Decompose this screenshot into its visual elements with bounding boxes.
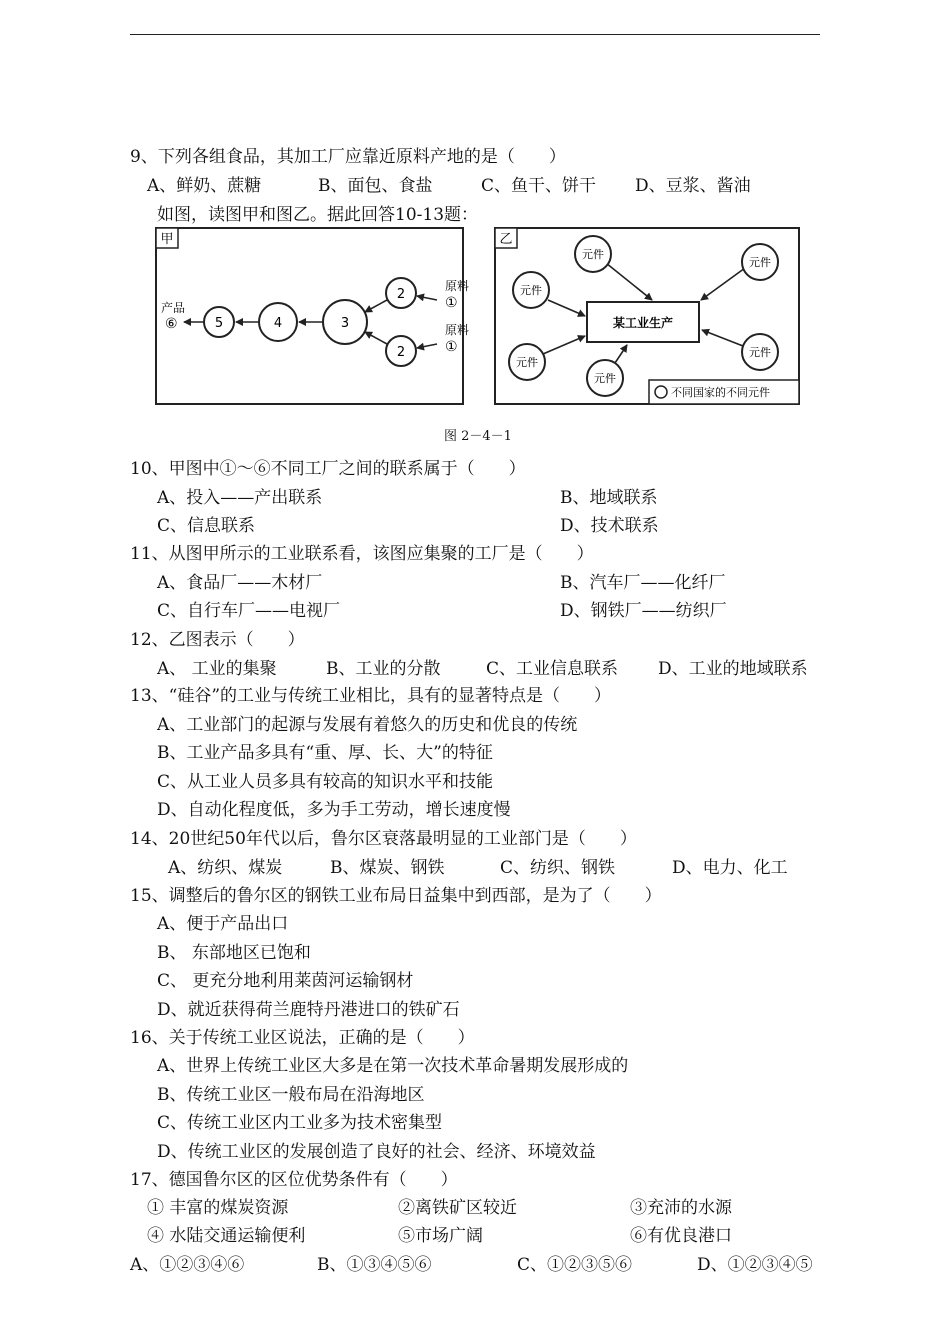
component-left-label: 元件 — [520, 284, 542, 297]
q15-stem: 15、调整后的鲁尔区的钢铁工业布局日益集中到西部，是为了（ ） — [130, 886, 662, 906]
q12-stem: 12、乙图表示（ ） — [130, 630, 305, 650]
q10-option-b: B、地域联系 — [560, 488, 658, 508]
q17-condition-5: ⑤市场广阔 — [398, 1226, 483, 1246]
q10-stem: 10、甲图中①～⑥不同工厂之间的联系属于（ ） — [130, 459, 526, 479]
q15-option-a: A、便于产品出口 — [157, 914, 289, 934]
q11-option-b: B、汽车厂——化纤厂 — [560, 573, 726, 593]
q13-option-c: C、从工业人员多具有较高的知识水平和技能 — [157, 772, 494, 792]
product-label: 产品 — [161, 301, 186, 315]
node-2-bottom-label: 2 — [396, 345, 406, 360]
q9-stem: 9、下列各组食品，其加工厂应靠近原料产地的是（ ） — [130, 147, 566, 167]
component-left-bottom-label: 元件 — [516, 356, 538, 369]
q9-option-b: B、面包、食盐 — [318, 176, 433, 196]
q17-condition-4: ④ 水陆交通运输便利 — [147, 1226, 306, 1246]
q17-condition-3: ③充沛的水源 — [630, 1198, 732, 1218]
arrow-component-top — [606, 263, 652, 300]
q17-option-b: B、①③④⑤⑥ — [317, 1255, 432, 1275]
center-box-label: 某工业生产 — [612, 316, 674, 330]
q17-condition-1: ① 丰富的煤炭资源 — [147, 1198, 289, 1218]
arrow-2-top-to-3 — [365, 300, 387, 312]
q9-option-c: C、鱼干、饼干 — [481, 176, 597, 196]
q12-option-d: D、工业的地域联系 — [658, 659, 808, 679]
raw-material-node-bottom: ① — [445, 339, 458, 355]
q16-option-d: D、传统工业区的发展创造了良好的社会、经济、环境效益 — [157, 1142, 596, 1162]
node-5-label: 5 — [214, 316, 224, 331]
q11-option-a: A、食品厂——木材厂 — [157, 573, 323, 593]
q17-condition-2: ②离铁矿区较近 — [398, 1198, 517, 1218]
raw-material-label-bottom: 原料 — [445, 323, 470, 337]
arrow-raw-to-2-top — [417, 296, 437, 300]
q9-option-a: A、鲜奶、蔗糖 — [147, 176, 262, 196]
header-rule — [130, 34, 820, 35]
figure-intro: 如图，读图甲和图乙。据此回答10-13题： — [157, 205, 479, 225]
q12-option-c: C、工业信息联系 — [486, 659, 619, 679]
q17-condition-6: ⑥有优良港口 — [630, 1226, 732, 1246]
q17-stem: 17、德国鲁尔区的区位优势条件有（ ） — [130, 1170, 458, 1190]
q14-option-a: A、纺织、煤炭 — [168, 858, 283, 878]
raw-material-label-top: 原料 — [445, 279, 470, 293]
q17-option-d: D、①②③④⑤ — [697, 1255, 813, 1275]
node-2-top-label: 2 — [396, 287, 406, 302]
product-node: ⑥ — [165, 316, 178, 332]
q13-option-b: B、工业产品多具有“重、厚、长、大”的特征 — [157, 743, 493, 763]
q15-option-d: D、就近获得荷兰鹿特丹港进口的铁矿石 — [157, 1000, 460, 1020]
q17-option-a: A、①②③④⑥ — [130, 1255, 245, 1275]
arrow-component-left — [548, 300, 585, 316]
q12-option-b: B、工业的分散 — [326, 659, 441, 679]
arrow-raw-to-2-bottom — [417, 344, 437, 348]
component-bottom-label: 元件 — [594, 372, 616, 385]
node-3-label: 3 — [340, 316, 350, 331]
arrow-component-right-bottom — [702, 330, 743, 346]
component-top-label: 元件 — [582, 248, 604, 261]
q16-option-c: C、传统工业区内工业多为技术密集型 — [157, 1113, 443, 1133]
q11-option-c: C、自行车厂——电视厂 — [157, 601, 341, 621]
q14-option-b: B、煤炭、钢铁 — [330, 858, 445, 878]
q10-option-d: D、技术联系 — [560, 516, 659, 536]
panel-a-frame — [156, 228, 463, 404]
arrow-component-right-top — [701, 268, 745, 300]
q12-option-a: A、 工业的集聚 — [157, 659, 277, 679]
q14-option-d: D、电力、化工 — [672, 858, 788, 878]
q10-option-c: C、信息联系 — [157, 516, 256, 536]
q16-option-b: B、传统工业区一般布局在沿海地区 — [157, 1085, 425, 1105]
panel-b-label: 乙 — [499, 232, 513, 247]
q15-option-c: C、 更充分地利用莱茵河运输钢材 — [157, 971, 414, 991]
q17-option-c: C、①②③⑤⑥ — [517, 1255, 633, 1275]
component-right-bottom-label: 元件 — [749, 346, 771, 359]
raw-material-node-top: ① — [445, 295, 458, 311]
q16-stem: 16、关于传统工业区说法，正确的是（ ） — [130, 1028, 475, 1048]
panel-a-label: 甲 — [160, 232, 174, 247]
q15-option-b: B、 东部地区已饱和 — [157, 943, 311, 963]
q11-option-d: D、钢铁厂——纺织厂 — [560, 601, 727, 621]
figure-caption: 图 2－4－1 — [444, 429, 512, 444]
q10-option-a: A、投入——产出联系 — [157, 488, 323, 508]
node-4-label: 4 — [273, 316, 283, 331]
q13-option-a: A、工业部门的起源与发展有着悠久的历史和优良的传统 — [157, 715, 578, 735]
q13-option-d: D、自动化程度低，多为手工劳动，增长速度慢 — [157, 800, 511, 820]
arrow-component-left-bottom — [543, 336, 585, 354]
q14-option-c: C、纺织、钢铁 — [500, 858, 616, 878]
component-right-top-label: 元件 — [749, 256, 771, 269]
q16-option-a: A、世界上传统工业区大多是在第一次技术革命暑期发展形成的 — [157, 1056, 629, 1076]
q9-option-d: D、豆浆、酱油 — [635, 176, 751, 196]
q11-stem: 11、从图甲所示的工业联系看，该图应集聚的工厂是（ ） — [130, 544, 594, 564]
arrow-2-bottom-to-3 — [365, 332, 387, 344]
q13-stem: 13、“硅谷”的工业与传统工业相比，具有的显著特点是（ ） — [130, 686, 612, 706]
legend-circle-icon — [655, 386, 667, 398]
figure-2-4-1 — [155, 226, 805, 408]
q14-stem: 14、20世纪50年代以后，鲁尔区衰落最明显的工业部门是（ ） — [130, 829, 637, 849]
legend-text: 不同国家的不同元件 — [671, 386, 770, 399]
